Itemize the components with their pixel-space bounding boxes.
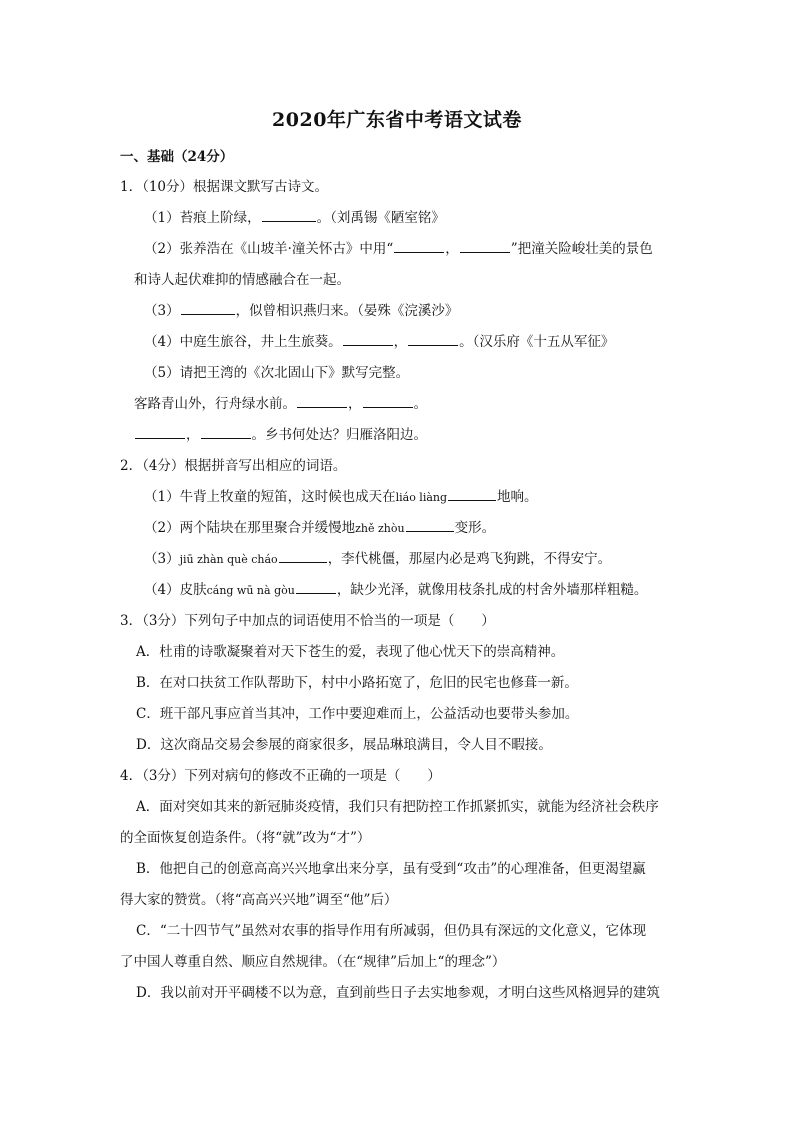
text: ， xyxy=(186,427,200,443)
section-heading: 一、基础（24分） xyxy=(120,149,234,165)
question-4-option-c[interactable]: C．“二十四节气”虽然对农事的指导作用有所减弱，但仍具有深远的文化意义，它体现 xyxy=(136,923,647,939)
text: 地响。 xyxy=(497,489,538,505)
question-4-option-c-cont: 了中国人尊重自然、顺应自然规律。（在“规律”后加上“的理念”） xyxy=(120,954,506,970)
answer-blank[interactable] xyxy=(135,424,185,439)
text: （1）牛背上牧童的短笛，这时候也成天在 xyxy=(144,489,396,505)
question-1-item-5-line-2 xyxy=(120,420,680,451)
question-1-item-5: （5）请把王湾的《次北固山下》默写完整。 xyxy=(144,365,410,381)
text: 客路青山外，行舟绿水前。 xyxy=(134,396,296,412)
question-1-item-5-line-1 xyxy=(120,389,680,420)
answer-blank[interactable] xyxy=(363,393,413,408)
question-2-item-3 xyxy=(120,544,680,575)
question-1-item-4 xyxy=(120,327,680,358)
answer-blank[interactable] xyxy=(343,331,393,346)
text: 。（汉乐府《十五从军征》 xyxy=(459,334,615,350)
text: （3） xyxy=(144,551,180,567)
question-1-stem: 1．（10分）根据课文默写古诗文。 xyxy=(120,179,329,195)
question-3-option-c[interactable]: C．班干部凡事应首当其冲，工作中要迎难而上，公益活动也要带头参加。 xyxy=(136,706,579,722)
question-2-stem: 2．（4分）根据拼音写出相应的词语。 xyxy=(120,458,347,474)
page-title: 2020年广东省中考语文试卷 xyxy=(272,109,522,131)
text: ， xyxy=(445,241,459,257)
text: 。乡书何处达？归雁洛阳边。 xyxy=(251,427,427,443)
question-1-item-1 xyxy=(120,203,680,234)
question-3-option-b[interactable]: B．在对口扶贫工作队帮助下，村中小路拓宽了，危旧的民宅也修葺一新。 xyxy=(136,675,578,691)
answer-blank[interactable] xyxy=(406,517,454,532)
answer-blank[interactable] xyxy=(460,238,510,253)
question-3-option-a[interactable]: A．杜甫的诗歌凝聚着对天下苍生的爱，表现了他心忧天下的崇高精神。 xyxy=(136,644,565,660)
answer-blank[interactable] xyxy=(408,331,458,346)
question-4-option-a[interactable]: A．面对突如其来的新冠肺炎疫情，我们只有把防控工作抓紧抓实，就能为经济社会秩序 xyxy=(136,799,659,815)
pinyin: jiū zhàn què cháo xyxy=(179,553,278,566)
question-3-stem: 3．（3分）下列句子中加点的词语使用不恰当的一项是（ ） xyxy=(120,613,495,629)
text: （1）苔痕上阶绿， xyxy=(144,210,261,226)
question-1-item-2-cont: 和诗人起伏难抑的情感融合在一起。 xyxy=(134,272,350,288)
answer-blank[interactable] xyxy=(394,238,444,253)
question-4-option-b-cont: 得大家的赞赏。（将“高高兴兴地”调至“他”后） xyxy=(120,892,398,908)
text: 。 xyxy=(413,396,427,412)
question-1-item-3 xyxy=(120,296,680,327)
text: （4）中庭生旅谷，井上生旅葵。 xyxy=(144,334,342,350)
text: （2）两个陆块在那里聚合并缓慢地 xyxy=(144,520,356,536)
text: 。（刘禹锡《陋室铭》 xyxy=(316,210,445,226)
text: ， xyxy=(348,396,362,412)
question-2-item-4 xyxy=(120,575,680,606)
text: （4）皮肤 xyxy=(144,582,207,598)
answer-blank[interactable] xyxy=(201,424,251,439)
text: 变形。 xyxy=(454,520,496,536)
pinyin: zhě zhòu xyxy=(355,522,405,535)
question-4-option-b[interactable]: B．他把自己的创意高高兴兴地拿出来分享，虽有受到“攻击”的心理准备，但更渴望赢 xyxy=(136,861,646,877)
question-4-option-a-cont: 的全面恢复创造条件。（将“就”改为“才”） xyxy=(120,830,371,846)
text: （2）张养浩在《山坡羊·潼关怀古》中用“ xyxy=(144,241,394,257)
question-2-item-1 xyxy=(120,482,680,513)
exam-content xyxy=(120,172,680,1009)
text: ，缺少光泽，就像用枝条扎成的村舍外墙那样粗糙。 xyxy=(336,582,648,598)
pinyin: liáo liàng xyxy=(395,491,448,504)
text: （3） xyxy=(144,303,180,319)
text: ”把潼关险峻壮美的景色 xyxy=(510,241,653,257)
answer-blank[interactable] xyxy=(296,579,336,594)
question-1-item-2 xyxy=(120,234,680,265)
answer-blank[interactable] xyxy=(262,207,316,222)
answer-blank[interactable] xyxy=(297,393,347,408)
text: ，似曾相识燕归来。（晏殊《浣溪沙》 xyxy=(235,303,459,319)
question-4-stem: 4．（3分）下列对病句的修改不正确的一项是（ ） xyxy=(120,768,441,784)
answer-blank[interactable] xyxy=(279,548,327,563)
question-2-item-2 xyxy=(120,513,680,544)
text: ， xyxy=(393,334,408,350)
answer-blank[interactable] xyxy=(448,486,496,501)
text: ，李代桃僵，那屋内必是鸡飞狗跳，不得安宁。 xyxy=(327,551,612,567)
pinyin: cáng wū nà gòu xyxy=(206,584,295,597)
answer-blank[interactable] xyxy=(181,300,235,315)
question-3-option-d[interactable]: D．这次商品交易会参展的商家很多，展品琳琅满目，令人目不暇接。 xyxy=(136,737,552,753)
question-4-option-d[interactable]: D．我以前对开平碉楼不以为意，直到前些日子去实地参观，才明白这些风格迥异的建筑 xyxy=(136,985,660,1001)
